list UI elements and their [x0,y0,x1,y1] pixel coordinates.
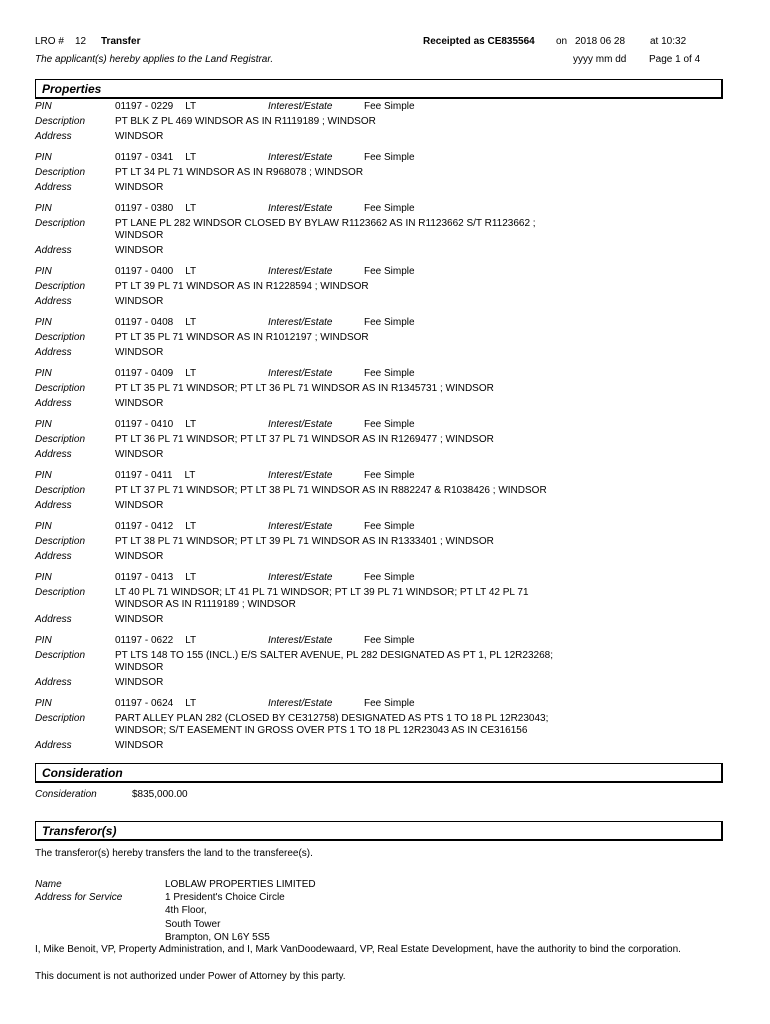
description-row [35,485,725,497]
consideration-label: Consideration [35,789,97,800]
description-label: Description [35,116,86,127]
pin-number: 01197 - 0413 [115,572,174,583]
address-row [35,677,725,689]
pin-number: 01197 - 0410 [115,419,174,430]
description-value: PT LT 39 PL 71 WINDSOR AS IN R1228594 ; WINDSOR [115,281,369,292]
interest-estate-label: Interest/Estate [268,419,333,430]
estate-value: Fee Simple [364,203,415,214]
transferor-name: LOBLAW PROPERTIES LIMITED [165,879,316,890]
description-row [35,116,725,128]
description-row [35,536,725,548]
property-entry [35,419,725,461]
property-entry [35,317,725,359]
pin-row [35,635,725,647]
pin-type: LT [185,419,197,430]
interest-estate-label: Interest/Estate [268,266,333,277]
pin-type: LT [184,470,196,481]
pin-value [115,572,268,584]
pin-row [35,266,725,278]
pin-value [115,266,268,278]
description-label: Description [35,650,86,661]
address-value: WINDSOR [115,131,164,142]
address-for-service-label: Address for Service [35,892,123,903]
address-label: Address [35,677,72,688]
transferor-name-label: Name [35,879,62,890]
address-label: Address [35,449,72,460]
pin-number: 01197 - 0411 [115,470,173,481]
description-value: PT LT 35 PL 71 WINDSOR; PT LT 36 PL 71 WINDSOR AS IN R1345731 ; WINDSOR [115,383,494,394]
lro-number: 12 [75,36,87,47]
pin-type: LT [185,368,197,379]
property-entry [35,368,725,410]
pin-number: 01197 - 0400 [115,266,174,277]
pin-type: LT [185,101,197,112]
interest-estate-label: Interest/Estate [268,101,333,112]
address-row [35,614,725,626]
estate-value: Fee Simple [364,266,415,277]
address-line-3: South Tower [165,919,221,930]
on-label: on [556,36,568,47]
pin-label: PIN [35,698,52,709]
description-row [35,167,725,179]
properties-title: Properties [42,82,102,96]
page-number: Page 1 of 4 [649,54,701,65]
estate-value: Fee Simple [364,419,415,430]
description-label: Description [35,383,86,394]
pin-row [35,698,725,710]
pin-row [35,152,725,164]
pin-row [35,470,725,482]
interest-estate-label: Interest/Estate [268,317,333,328]
estate-value: Fee Simple [364,698,415,709]
description-label: Description [35,281,86,292]
address-value: WINDSOR [115,500,164,511]
pin-row [35,317,725,329]
address-row [35,131,725,143]
description-row [35,434,725,446]
address-row [35,347,725,359]
description-value: PT LT 35 PL 71 WINDSOR AS IN R1012197 ; WINDSOR [115,332,369,343]
property-entry [35,203,725,257]
address-label: Address [35,614,72,625]
consideration-title: Consideration [42,766,123,780]
pin-type: LT [185,203,197,214]
address-label: Address [35,296,72,307]
address-line-4: Brampton, ON L6Y 5S5 [165,932,270,943]
address-row [35,296,725,308]
description-label: Description [35,713,86,724]
document-type: Transfer [101,36,141,47]
property-entry [35,101,725,143]
pin-type: LT [185,521,197,532]
pin-type: LT [185,266,197,277]
address-line-1: 1 President's Choice Circle [165,892,285,903]
address-label: Address [35,740,72,751]
pin-value [115,521,268,533]
pin-row [35,101,725,113]
authority-statement: I, Mike Benoit, VP, Property Administration, and I, Mark VanDoodewaard, VP, Real Estate Development, have the authority to bind the corporation. [35,944,681,955]
pin-value [115,101,268,113]
pin-number: 01197 - 0409 [115,368,174,379]
lro-label: LRO # [35,36,64,47]
property-entry [35,698,725,752]
receipt-date: 2018 06 28 [575,36,626,47]
property-entry [35,266,725,308]
pin-label: PIN [35,368,52,379]
properties-list [35,101,725,761]
pin-type: LT [185,152,197,163]
pin-value [115,419,268,431]
description-row [35,383,725,395]
power-of-attorney-statement: This document is not authorized under Power of Attorney by this party. [35,971,346,982]
description-label: Description [35,218,86,229]
interest-estate-label: Interest/Estate [268,203,333,214]
address-label: Address [35,347,72,358]
pin-type: LT [185,572,197,583]
pin-label: PIN [35,203,52,214]
pin-number: 01197 - 0622 [115,635,174,646]
description-value: PT LTS 148 TO 155 (INCL.) E/S SALTER AVENUE, PL 282 DESIGNATED AS PT 1, PL 12R23268; WINDSOR [115,650,553,673]
address-value: WINDSOR [115,614,164,625]
pin-number: 01197 - 0341 [115,152,174,163]
transferors-section-header [35,821,723,841]
interest-estate-label: Interest/Estate [268,521,333,532]
pin-type: LT [185,635,197,646]
estate-value: Fee Simple [364,521,415,532]
description-label: Description [35,167,86,178]
receipt-time: at 10:32 [650,36,687,47]
pin-number: 01197 - 0229 [115,101,174,112]
pin-label: PIN [35,470,52,481]
address-label: Address [35,182,72,193]
description-row [35,332,725,344]
address-value: WINDSOR [115,677,164,688]
estate-value: Fee Simple [364,152,415,163]
address-label: Address [35,131,72,142]
interest-estate-label: Interest/Estate [268,635,333,646]
estate-value: Fee Simple [364,635,415,646]
pin-label: PIN [35,101,52,112]
pin-value [115,152,268,164]
consideration-amount: $835,000.00 [132,789,188,800]
address-value: WINDSOR [115,182,164,193]
description-row [35,587,725,611]
property-entry [35,635,725,689]
applicant-statement: The applicant(s) hereby applies to the Land Registrar. [35,54,274,65]
pin-value [115,470,268,482]
interest-estate-label: Interest/Estate [268,572,333,583]
interest-estate-label: Interest/Estate [268,368,333,379]
description-value: PT BLK Z PL 469 WINDSOR AS IN R1119189 ; WINDSOR [115,116,376,127]
address-row [35,449,725,461]
address-label: Address [35,551,72,562]
interest-estate-label: Interest/Estate [268,470,333,481]
description-row [35,218,725,242]
pin-row [35,419,725,431]
description-value: PT LT 34 PL 71 WINDSOR AS IN R968078 ; WINDSOR [115,167,364,178]
description-value: PART ALLEY PLAN 282 (CLOSED BY CE312758) DESIGNATED AS PTS 1 TO 18 PL 12R23043; WINDSOR; S/T EASEMENT IN GROSS OVER PTS 1 TO 18 PL 12R23043 AS IN CE316156 [115,713,549,736]
address-label: Address [35,245,72,256]
pin-label: PIN [35,419,52,430]
pin-label: PIN [35,317,52,328]
address-value: WINDSOR [115,347,164,358]
description-value: PT LT 38 PL 71 WINDSOR; PT LT 39 PL 71 WINDSOR AS IN R1333401 ; WINDSOR [115,536,494,547]
pin-label: PIN [35,572,52,583]
description-label: Description [35,485,86,496]
address-row [35,551,725,563]
description-row [35,650,725,674]
pin-row [35,203,725,215]
description-row [35,281,725,293]
interest-estate-label: Interest/Estate [268,152,333,163]
address-value: WINDSOR [115,296,164,307]
address-row [35,245,725,257]
address-value: WINDSOR [115,398,164,409]
estate-value: Fee Simple [364,101,415,112]
pin-value [115,368,268,380]
pin-label: PIN [35,266,52,277]
pin-value [115,635,268,647]
address-label: Address [35,398,72,409]
property-entry [35,521,725,563]
estate-value: Fee Simple [364,572,415,583]
description-label: Description [35,332,86,343]
estate-value: Fee Simple [364,470,415,481]
address-label: Address [35,500,72,511]
description-value: PT LT 36 PL 71 WINDSOR; PT LT 37 PL 71 WINDSOR AS IN R1269477 ; WINDSOR [115,434,494,445]
property-entry [35,470,725,512]
transferors-title: Transferor(s) [42,824,117,838]
pin-value [115,203,268,215]
pin-label: PIN [35,521,52,532]
pin-row [35,521,725,533]
address-value: WINDSOR [115,245,164,256]
pin-row [35,572,725,584]
address-value: WINDSOR [115,551,164,562]
property-entry [35,152,725,194]
pin-number: 01197 - 0412 [115,521,174,532]
address-value: WINDSOR [115,449,164,460]
pin-type: LT [185,317,197,328]
transferors-intro: The transferor(s) hereby transfers the land to the transferee(s). [35,848,313,859]
address-row [35,398,725,410]
pin-type: LT [185,698,197,709]
address-value: WINDSOR [115,740,164,751]
description-label: Description [35,587,86,598]
pin-label: PIN [35,635,52,646]
address-row [35,182,725,194]
date-format: yyyy mm dd [573,54,627,65]
address-line-2: 4th Floor, [165,905,207,916]
description-row [35,713,725,737]
pin-value [115,698,268,710]
description-value: PT LT 37 PL 71 WINDSOR; PT LT 38 PL 71 WINDSOR AS IN R882247 & R1038426 ; WINDSOR [115,485,547,496]
description-label: Description [35,536,86,547]
address-row [35,740,725,752]
description-value: LT 40 PL 71 WINDSOR; LT 41 PL 71 WINDSOR; PT LT 39 PL 71 WINDSOR; PT LT 42 PL 71 WINDSOR AS IN R1119189 ; WINDSOR [115,587,529,610]
estate-value: Fee Simple [364,368,415,379]
interest-estate-label: Interest/Estate [268,698,333,709]
pin-value [115,317,268,329]
pin-number: 01197 - 0408 [115,317,174,328]
pin-number: 01197 - 0624 [115,698,174,709]
consideration-section-header [35,763,723,783]
receipt-number: Receipted as CE835564 [423,36,535,47]
pin-row [35,368,725,380]
address-row [35,500,725,512]
estate-value: Fee Simple [364,317,415,328]
properties-section-header [35,79,723,99]
pin-label: PIN [35,152,52,163]
property-entry [35,572,725,626]
description-value: PT LANE PL 282 WINDSOR CLOSED BY BYLAW R1123662 AS IN R1123662 S/T R1123662 ; WINDSOR [115,218,536,241]
pin-number: 01197 - 0380 [115,203,174,214]
description-label: Description [35,434,86,445]
